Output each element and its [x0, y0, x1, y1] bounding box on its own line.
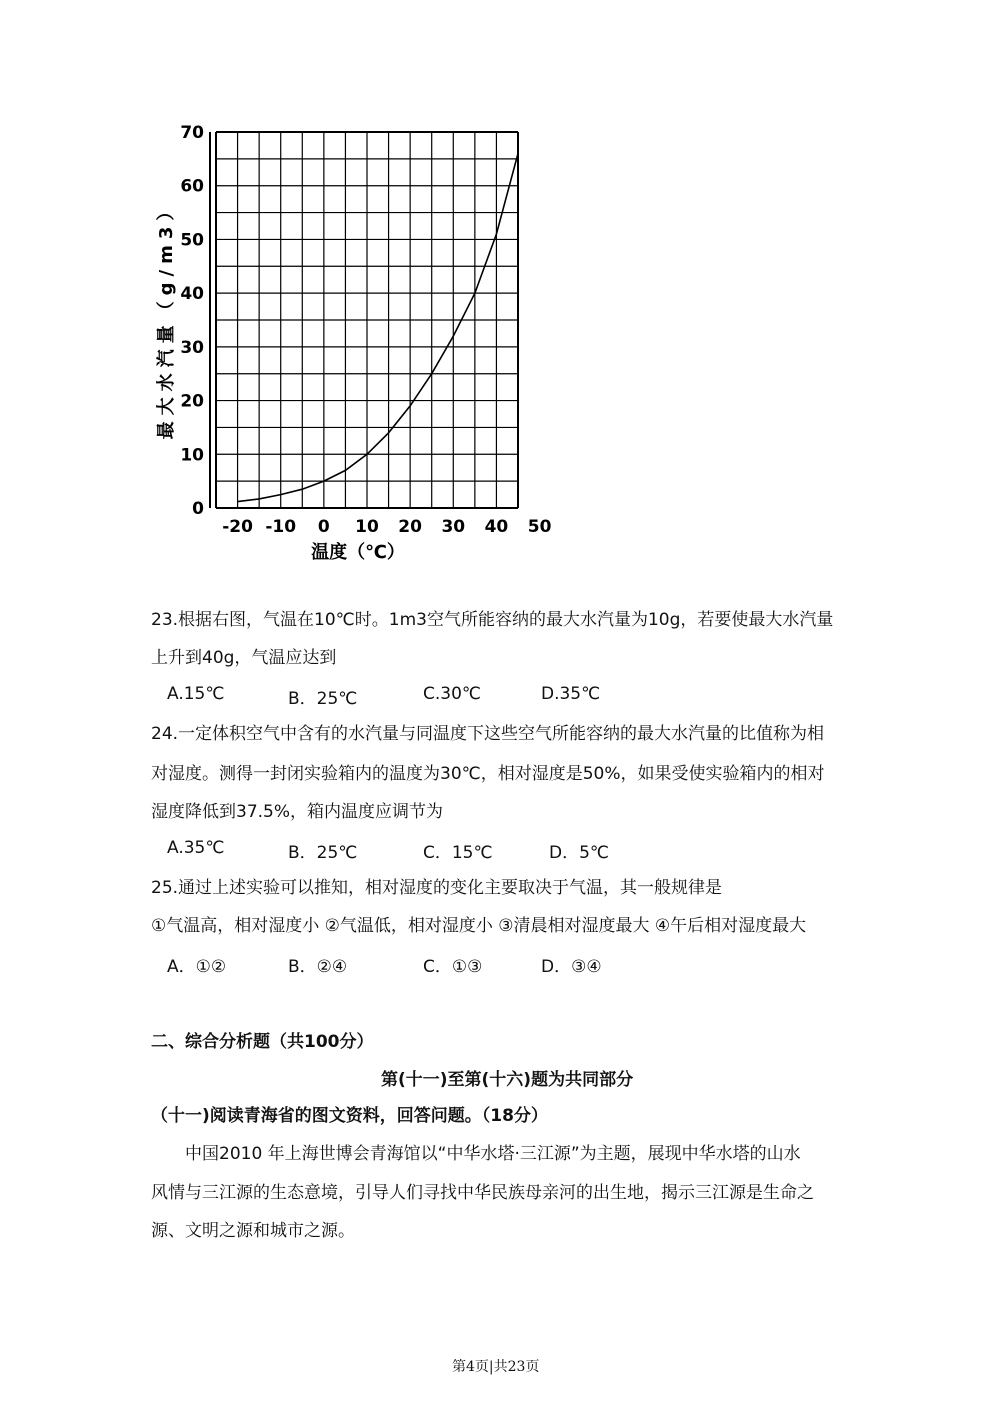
- y-tick-label: 30: [180, 337, 204, 358]
- q23-option-b: B．25℃: [288, 689, 358, 709]
- series-line: [238, 154, 518, 502]
- q23-line1: 23.根据右图，气温在10℃时。1m3空气所能容纳的最大水汽量为10g，若要使最大水汽量: [151, 610, 834, 630]
- y-tick-label: 60: [180, 176, 204, 197]
- q23-option-a: A.15℃: [167, 684, 225, 704]
- q25-line1: 25.通过上述实验可以推知，相对湿度的变化主要取决于气温，其一般规律是: [151, 878, 723, 898]
- part-title: （十一)阅读青海省的图文资料，回答问题。（18分）: [151, 1106, 548, 1126]
- paragraph-line2: 风情与三江源的生态意境，引导人们寻找中华民族母亲河的出生地，揭示三江源是生命之: [151, 1183, 814, 1203]
- paragraph-line3: 源、文明之源和城市之源。: [151, 1221, 355, 1241]
- q24-line2: 对湿度。测得一封闭实验箱内的温度为30℃，相对湿度是50%，如果受使实验箱内的相对: [151, 764, 825, 784]
- q24-line1: 24.一定体积空气中含有的水汽量与同温度下这些空气所能容纳的最大水汽量的比值称为相: [151, 724, 825, 744]
- q24-option-a: A.35℃: [167, 838, 225, 858]
- x-tick-label: 10: [355, 517, 379, 537]
- q25-option-d: D．③④: [541, 957, 602, 977]
- paragraph-line1: 中国2010 年上海世博会青海馆以“中华水塔·三江源”为主题，展现中华水塔的山水: [185, 1144, 801, 1164]
- section-subheading: 第(十一)至第(十六)题为共同部分: [381, 1070, 634, 1090]
- x-tick-label: 40: [484, 517, 509, 537]
- q23-option-d: D.35℃: [541, 684, 601, 704]
- page-footer: 第4页|共23页: [452, 1359, 540, 1375]
- y-tick-label: 40: [180, 284, 204, 305]
- q25-option-c: C．①③: [423, 957, 483, 977]
- section-heading: 二、综合分析题（共100分）: [151, 1032, 374, 1052]
- x-axis-label: 温度（℃）: [311, 542, 405, 563]
- y-tick-label: 50: [180, 230, 204, 251]
- y-tick-label: 20: [180, 391, 204, 412]
- y-axis-label: 最大水汽量（g/m3）: [156, 196, 177, 440]
- chart-grid: [210, 132, 518, 508]
- x-tick-label: -20: [222, 517, 253, 537]
- water-vapor-chart: [140, 118, 552, 578]
- x-tick-label: 50: [527, 517, 552, 537]
- y-tick-label: 10: [180, 445, 204, 466]
- q25-option-b: B．②④: [288, 957, 348, 977]
- y-tick-label: 70: [180, 123, 204, 143]
- q24-option-c: C．15℃: [423, 843, 493, 863]
- x-tick-label: 20: [398, 517, 422, 537]
- q25-line2: ①气温高，相对湿度小 ②气温低，相对湿度小 ③清晨相对湿度最大 ④午后相对湿度最大: [151, 916, 807, 936]
- x-tick-label: 0: [317, 517, 330, 537]
- q24-line3: 湿度降低到37.5%，箱内温度应调节为: [151, 802, 444, 822]
- q23-line2: 上升到40g，气温应达到: [151, 648, 337, 668]
- x-tick-label: -10: [265, 517, 297, 537]
- q24-option-b: B．25℃: [288, 843, 358, 863]
- q24-option-d: D．5℃: [549, 843, 609, 863]
- q25-option-a: A．①②: [167, 957, 227, 977]
- y-tick-label: 0: [192, 499, 204, 519]
- x-tick-label: 30: [441, 517, 466, 537]
- q23-option-c: C.30℃: [423, 684, 481, 704]
